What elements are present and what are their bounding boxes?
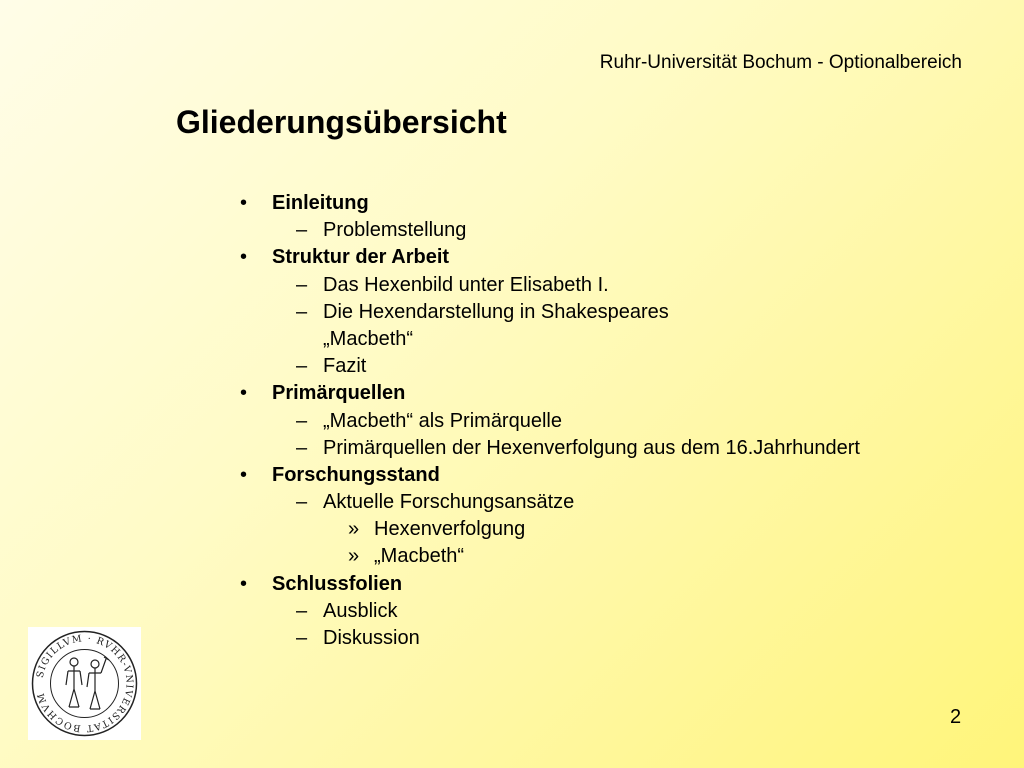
outline-item-text: Schlussfolien xyxy=(272,572,403,595)
seal-emblem xyxy=(28,627,141,740)
outline-item-level2 xyxy=(236,326,976,353)
outline-item-level1 xyxy=(236,244,976,271)
outline-item-text: Hexenverfolgung xyxy=(374,518,526,541)
institution-header: Ruhr-Universität Bochum - Optionalbereich xyxy=(599,52,962,73)
outline-item-text: Das Hexenbild unter Elisabeth I. xyxy=(323,273,609,296)
svg-text:SIGILLVM · RVHR-VNIVERSITAT BO xyxy=(35,633,135,733)
outline-item-text: Primärquellen der Hexenverfolgung aus dem 16.Jahrhundert xyxy=(323,436,860,459)
outline-item-level2 xyxy=(236,217,976,244)
outline-item-level2 xyxy=(236,598,976,625)
page-number: 2 xyxy=(950,706,962,728)
outline-item-text: Forschungsstand xyxy=(272,463,440,486)
dash-marker: – xyxy=(296,627,308,649)
bullet-marker: • xyxy=(240,246,248,269)
outline-item-text: Primärquellen xyxy=(272,382,406,405)
outline-item-level2 xyxy=(236,625,976,652)
outline-list xyxy=(236,190,976,652)
outline-item-text: Die Hexendarstellung in Shakespeares xyxy=(323,300,669,323)
outline-item-level3 xyxy=(236,543,976,570)
outline-item-level2 xyxy=(236,435,976,462)
slide-title: Gliederungsübersicht xyxy=(176,104,507,140)
outline-item-text: „Macbeth“ xyxy=(323,327,414,350)
dash-marker: – xyxy=(296,409,308,432)
outline-item-text: Diskussion xyxy=(323,627,420,649)
bullet-marker: • xyxy=(240,463,248,486)
dash-marker: – xyxy=(296,219,308,242)
chevron-marker: » xyxy=(348,545,360,568)
bullet-marker: • xyxy=(240,572,248,595)
outline-item-level3 xyxy=(236,516,976,543)
outline-item-level1 xyxy=(236,380,976,407)
outline-item-text: Struktur der Arbeit xyxy=(272,246,450,269)
outline-item-text: Problemstellung xyxy=(323,219,467,242)
university-seal-logo xyxy=(28,627,141,740)
dash-marker: – xyxy=(296,355,308,378)
outline-item-level1 xyxy=(236,190,976,217)
dash-marker: – xyxy=(296,273,308,296)
outline-item-text: Aktuelle Forschungsansätze xyxy=(323,491,575,514)
dash-marker: – xyxy=(296,436,308,459)
outline-item-text: Fazit xyxy=(323,355,367,378)
outline-item-level2 xyxy=(236,408,976,435)
outline-item-text: „Macbeth“ als Primärquelle xyxy=(323,409,562,432)
outline-item-text: Ausblick xyxy=(323,599,398,622)
outline-item-level1 xyxy=(236,571,976,598)
chevron-marker: » xyxy=(348,518,360,541)
outline-item-text: Einleitung xyxy=(272,192,369,214)
outline-item-level1 xyxy=(236,462,976,489)
dash-marker: – xyxy=(296,599,308,622)
bullet-marker: • xyxy=(240,192,248,214)
bullet-marker: • xyxy=(240,382,248,405)
outline-item-level2 xyxy=(236,272,976,299)
dash-marker: – xyxy=(296,300,308,323)
outline-item-level2 xyxy=(236,353,976,380)
seal-inscription: SIGILLVM · RVHR-VNIVERSITAT BOCHVM xyxy=(34,633,135,734)
outline-item-text: „Macbeth“ xyxy=(374,545,465,568)
dash-marker: – xyxy=(296,491,308,514)
outline-item-level2 xyxy=(236,489,976,516)
outline-item-level2 xyxy=(236,299,976,326)
